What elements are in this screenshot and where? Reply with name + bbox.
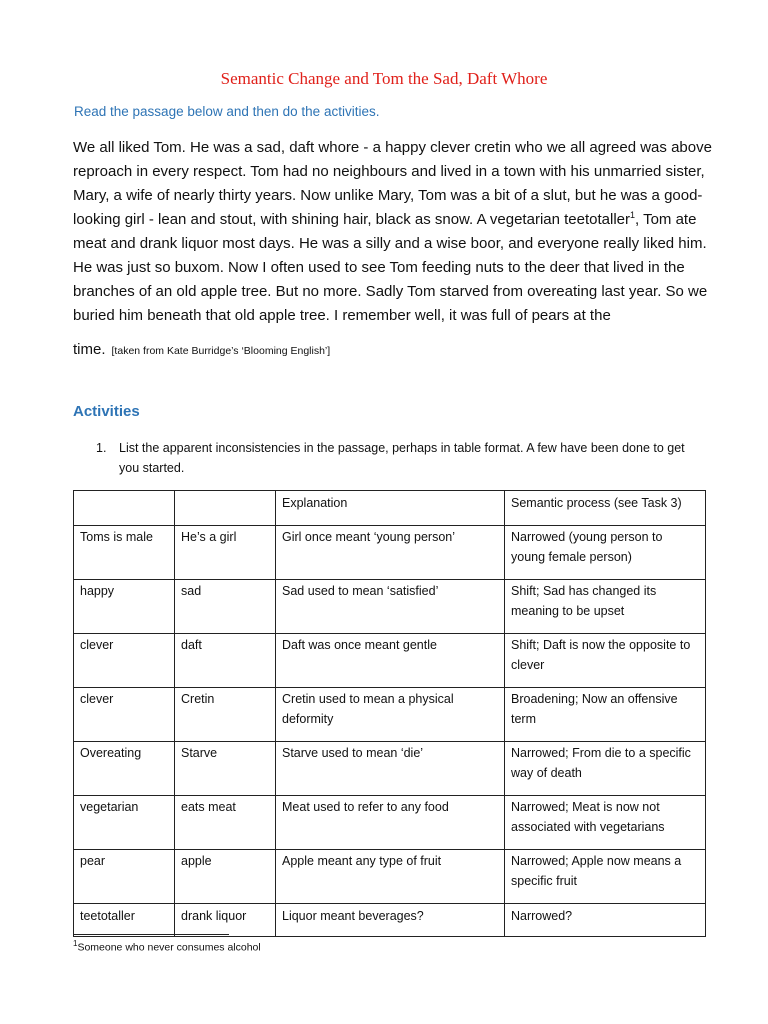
- table-header-cell: [175, 491, 276, 526]
- instruction-text: Read the passage below and then do the activities.: [74, 104, 380, 119]
- table-cell: drank liquor: [175, 904, 276, 937]
- table-cell: Shift; Sad has changed its meaning to be upset: [505, 580, 706, 634]
- table-cell: pear: [74, 850, 175, 904]
- table-cell: Overeating: [74, 742, 175, 796]
- table-header-cell: [74, 491, 175, 526]
- page-title: Semantic Change and Tom the Sad, Daft Whore: [220, 69, 548, 88]
- table-cell: vegetarian: [74, 796, 175, 850]
- task-item-1: [96, 438, 696, 478]
- table-row: [74, 688, 706, 742]
- table-cell: Starve used to mean ‘die’: [276, 742, 505, 796]
- semantic-change-table: [73, 490, 706, 937]
- passage-text-part1: We all liked Tom. He was a sad, daft whore - a happy clever cretin who we all agreed was above reproach in every respect. Tom had no neighbours and lived in a town with his unmarried sister, Mary, a wife of nearly thirty years. Now unlike Mary, Tom was a bit of a slut, but he was a good-looking girl - lean and stout, with shining hair, black as snow. A vegetarian teetotaller: [73, 139, 712, 228]
- footnote-reference: 1: [630, 210, 636, 220]
- table-cell: Cretin: [175, 688, 276, 742]
- table-row: [74, 526, 706, 580]
- table-header-semantic-process: Semantic process (see Task 3): [505, 491, 706, 526]
- table-cell: Narrowed; From die to a specific way of death: [505, 742, 706, 796]
- activities-heading: Activities: [73, 403, 140, 420]
- footnote-marker: 1: [73, 939, 78, 948]
- table-row: [74, 580, 706, 634]
- table-cell: Liquor meant beverages?: [276, 904, 505, 937]
- task-text: List the apparent inconsistencies in the passage, perhaps in table format. A few have been done to get you started.: [119, 441, 685, 475]
- footnote-text: Someone who never consumes alcohol: [77, 941, 261, 954]
- table-cell: Cretin used to mean a physical deformity: [276, 688, 505, 742]
- table-cell: teetotaller: [74, 904, 175, 937]
- table-cell: eats meat: [175, 796, 276, 850]
- passage-text-part2: , Tom ate meat and drank liquor most days. He was a silly and a wise boor, and everyone really liked him. He was just so buxom. Now I often used to see Tom feeding nuts to the deer that lived in the branches of an old apple tree. But no more. Sadly Tom starved from overeating last year. So we buried him beneath that old apple tree. I remember well, it was full of pears at the: [73, 211, 708, 324]
- passage-source: [taken from Kate Burridge’s ‘Blooming English’]: [111, 345, 331, 357]
- table-cell: Girl once meant ‘young person’: [276, 526, 505, 580]
- table-cell: daft: [175, 634, 276, 688]
- table-cell: Toms is male: [74, 526, 175, 580]
- passage-last-word: time.: [73, 341, 106, 358]
- table-cell: Narrowed; Apple now means a specific fruit: [505, 850, 706, 904]
- table-row: [74, 742, 706, 796]
- table-cell: Apple meant any type of fruit: [276, 850, 505, 904]
- table-cell: Daft was once meant gentle: [276, 634, 505, 688]
- passage: [73, 136, 713, 363]
- table-cell: clever: [74, 634, 175, 688]
- table-row: [74, 904, 706, 937]
- task-number: 1.: [96, 441, 107, 455]
- table-cell: apple: [175, 850, 276, 904]
- table-row: [74, 796, 706, 850]
- table-cell: clever: [74, 688, 175, 742]
- footnote: [73, 939, 261, 954]
- table-cell: sad: [175, 580, 276, 634]
- table-header-row: [74, 491, 706, 526]
- table-cell: Broadening; Now an offensive term: [505, 688, 706, 742]
- table-row: [74, 634, 706, 688]
- footnote-divider: [73, 934, 229, 935]
- table-cell: Starve: [175, 742, 276, 796]
- table-cell: Narrowed (young person to young female person): [505, 526, 706, 580]
- table-cell: Meat used to refer to any food: [276, 796, 505, 850]
- table-cell: Narrowed?: [505, 904, 706, 937]
- table-cell: Sad used to mean ‘satisfied’: [276, 580, 505, 634]
- table-cell: He’s a girl: [175, 526, 276, 580]
- table-cell: Shift; Daft is now the opposite to clever: [505, 634, 706, 688]
- table-row: [74, 850, 706, 904]
- table-cell: happy: [74, 580, 175, 634]
- table-cell: Narrowed; Meat is now not associated with vegetarians: [505, 796, 706, 850]
- table-header-explanation: Explanation: [276, 491, 505, 526]
